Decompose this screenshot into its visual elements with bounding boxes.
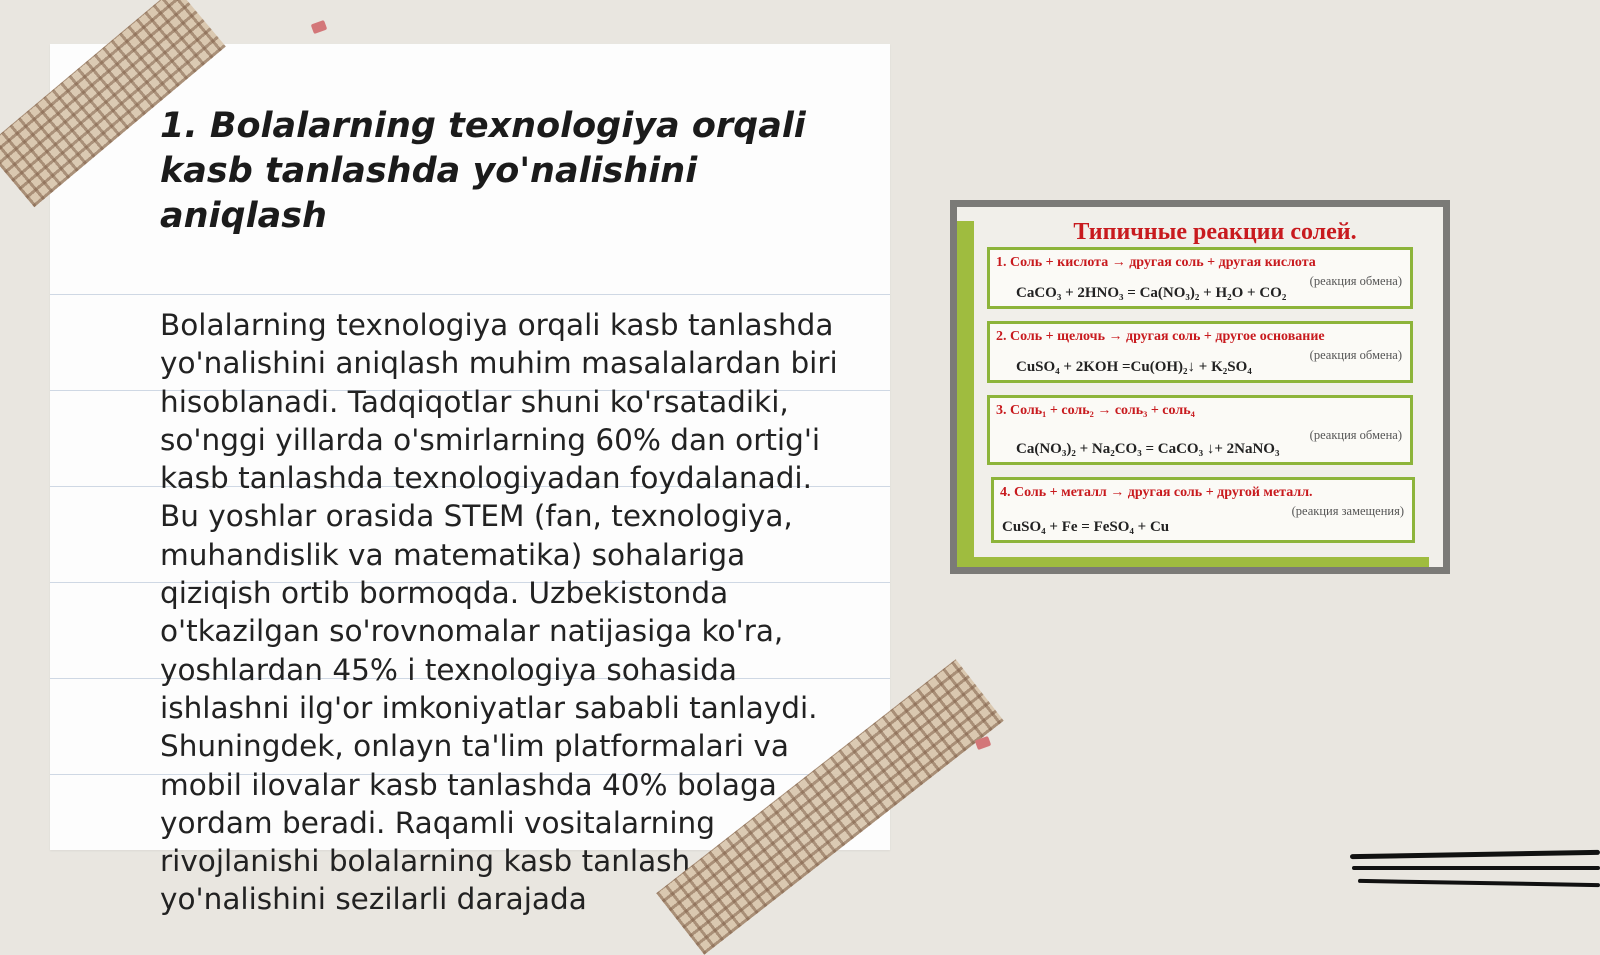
reaction-box: [987, 321, 1413, 383]
ruled-line: [50, 294, 890, 295]
reaction-note: (реакция обмена): [1309, 428, 1402, 442]
board-surface: [957, 207, 1443, 567]
reaction-box: [991, 477, 1415, 543]
reaction-box: [987, 395, 1413, 465]
decorative-scribble: [1352, 866, 1600, 870]
reaction-note: (реакция обмена): [1309, 348, 1402, 362]
decorative-scribble: [1350, 850, 1600, 859]
slide-body-text: Bolalarning texnologiya orqali kasb tanlashda yo'nalishini aniqlash muhim masalalardan biri hisoblanadi. Tadqiqotlar shuni ko'rsatadiki, so'nggi yillarda o'smirlarning 60% dan ortig'i kasb tanlashda texnologiyadan foydalanadi. Bu yoshlar orasida STEM (fan, texnologiya, muhandislik va matematika) sohalariga qiziqish ortib bormoqda. Uzbekistonda o'tkazilgan so'rovnomalar natijasiga ko'ra, yoshlardan 45% i texnologiya sohasida ishlashni ilg'or imkoniyatlar sababli tanlaydi. Shuningdek, onlayn ta'lim platformalari va mobil ilovalar kasb tanlashda 40% bolaga yordam beradi. Raqamli vositalarning rivojlanishi bolalarning kasb tanlash yo'nalishini sezilarli darajada: [160, 308, 838, 917]
slide-title: 1. Bolalarning texnologiya orqali kasb tanlashda yo'nalishini aniqlash: [160, 106, 806, 236]
board-green-stripe: [957, 221, 974, 567]
tape-tip: [311, 20, 328, 34]
reaction-rule: 3. Соль₁ + соль₂ → соль₃ + соль₄: [996, 403, 1195, 418]
reaction-rule: 1. Соль + кислота → другая соль + другая кислота: [996, 255, 1316, 270]
board-green-bottom: [974, 557, 1429, 567]
reaction-note: (реакция обмена): [1309, 274, 1402, 288]
board-title: Типичные реакции солей.: [1073, 219, 1357, 245]
reaction-equation: Ca(NO₃)₂ + Na₂CO₃ = CaCO₃ ↓+ 2NaNO₃: [1016, 441, 1280, 457]
salt-reactions-image: [950, 200, 1450, 574]
decorative-scribble: [1358, 879, 1600, 887]
reaction-equation: CuSO₄ + Fe = FeSO₄ + Cu: [1002, 519, 1170, 535]
reaction-rule: 2. Соль + щелочь → другая соль + другое основание: [996, 329, 1325, 344]
reaction-equation: CuSO₄ + 2KOH =Cu(OH)₂↓ + K₂SO₄: [1016, 359, 1252, 375]
reaction-note: (реакция замещения): [1291, 504, 1404, 518]
reaction-equation: CaCO₃ + 2HNO₃ = Ca(NO₃)₂ + H₂O + CO₂: [1016, 285, 1287, 301]
reaction-rule: 4. Соль + металл → другая соль + другой металл.: [1000, 485, 1313, 500]
reaction-box: [987, 247, 1413, 309]
